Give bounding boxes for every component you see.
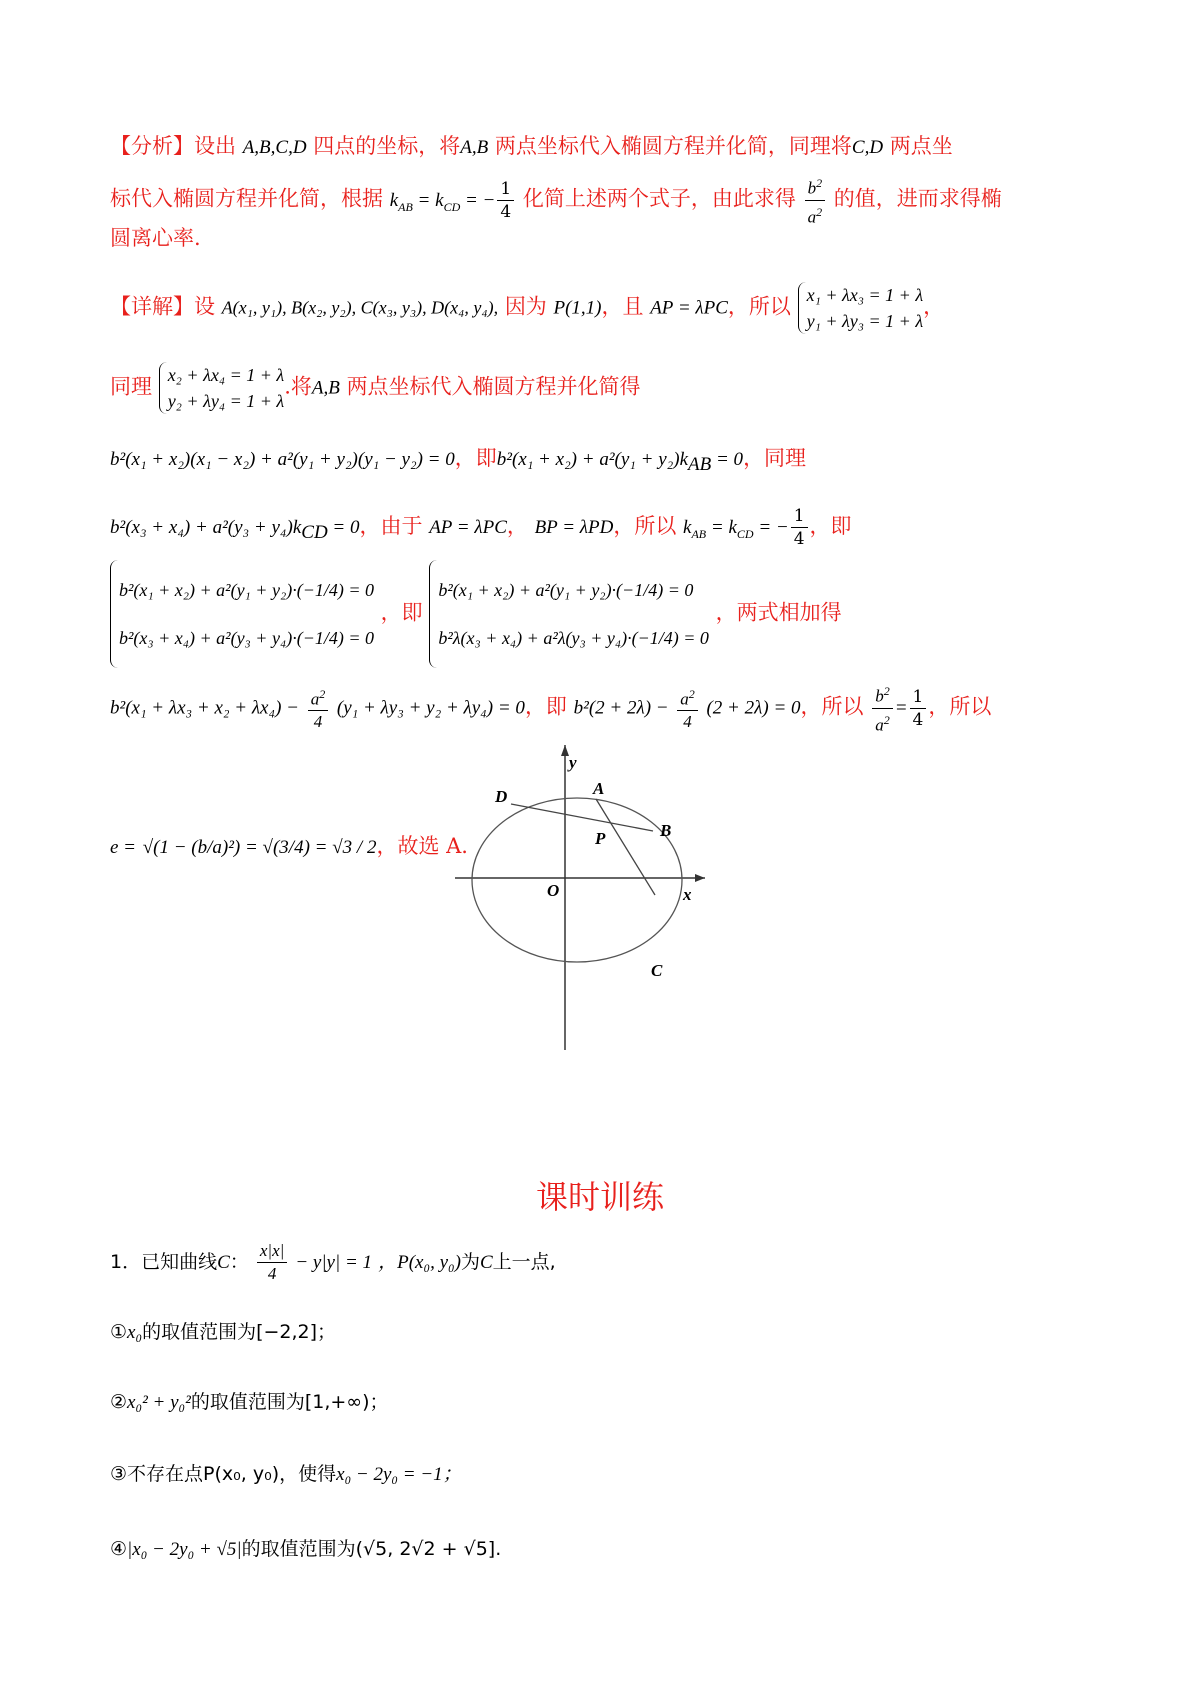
option-text: 的取值范围为[−2,2]；: [142, 1321, 337, 1343]
analysis-line-1: [110, 130, 1120, 164]
math-points: A,B,C,D: [242, 137, 307, 158]
option-math: |x₀ − 2y₀ + √5|: [127, 1539, 242, 1560]
detail-line-6: b²(x₁ + λx₃ + x₂ + λx₄) − $\frac{a^2}{4}$ (y₁ + λy₃ + y₂ + λy₄) = 0，即 b²(2 + 2λ) − $\frac{a^2}{4}$ (2 + 2λ) = 0，所以 $\frac{b^2}{a^2}$ = $\frac{1}{4}$ ，所以: [110, 680, 1120, 736]
option-math: x₀: [127, 1322, 143, 1343]
detail-text: ，同理: [743, 446, 807, 470]
analysis-line-3: 圆离心率.: [110, 226, 201, 250]
fraction-b2-a2: $\frac{b^2}{a^2}$: [805, 172, 826, 228]
equation-3: b²(x₃ + x₄) + a²(y₃ + y₄)k: [110, 517, 302, 538]
detail-line-3: b²(x₁ + x₂)(x₁ − x₂) + a²(y₁ + y₂)(y₁ − y₂) = 0，即$b^2(x_1 + x_2) + a^2(y_1 + y_2)k_{AB} = 0$，同理: [110, 446, 807, 476]
math-equation: − y|y| = 1: [295, 1252, 373, 1273]
option-text: 不存在点P(x₀, y₀)，使得: [127, 1463, 337, 1485]
ellipse: [472, 798, 682, 962]
eccentricity-label: e =: [110, 837, 137, 858]
detail-tag: 【详解】: [110, 294, 194, 319]
system-1-row: x₁ + λx₃ = 1 + λ: [806, 285, 924, 305]
detail-line-4: $b^2(x_3 + x_4) + a^2(y_3 + y_4)k_{CD} = 0$，由于 AP = λPC， BP = λPD，所以 $k_{AB} = k_{CD}$ = − $\frac{1}{4}$ ，即: [110, 506, 852, 549]
analysis-tag: 【分析】: [110, 134, 194, 158]
detail-text: ，由于: [359, 514, 423, 538]
system-b-row: b²(x₁ + x₂) + a²(y₁ + y₂)·(−1/4) = 0: [438, 580, 694, 600]
detail-line-1: 【详解】设 A(x₁, y₁), B(x₂, y₂), C(x₃, y₃), D(x₄, y₄), 因为 P(1,1)，且 AP = λPC，所以 x₁ + λx₃ = 1 + λ y₁ + λy₃ = 1 + λ ，: [110, 282, 1120, 334]
equation-5: b²(2 + 2λ) −: [573, 697, 669, 719]
y-arrow-icon: [561, 745, 569, 756]
detail-text: .将: [284, 374, 312, 399]
math-cd: C,D: [851, 137, 884, 158]
system-a-row: b²(x₃ + x₄) + a²(y₃ + y₄)·(−1/4) = 0: [119, 628, 374, 648]
system-1: [798, 282, 924, 334]
fraction-one-quarter: $\frac{1}{4}$: [497, 178, 514, 223]
x-arrow-icon: [695, 874, 705, 882]
option-math: x₀ − 2y₀ = −1；: [336, 1464, 462, 1485]
equation-4: b²(x₁ + λx₃ + x₂ + λx₄) −: [110, 697, 299, 719]
label-o: O: [547, 881, 560, 900]
option-text: 的取值范围为[1,+∞)；: [190, 1391, 389, 1413]
math-c: C: [217, 1252, 230, 1273]
detail-line-5: [110, 560, 1120, 670]
option-mark: ③: [110, 1463, 128, 1485]
label-b: B: [660, 821, 672, 840]
system-b-row: b²λ(x₃ + x₄) + a²λ(y₃ + y₄)·(−1/4) = 0: [438, 628, 709, 648]
analysis-text: 设出: [194, 134, 236, 158]
slope-equation: $k_{AB} = k_{CD}$ = −: [389, 189, 496, 214]
question-text: 上一点,: [492, 1251, 556, 1273]
label-c: C: [651, 961, 663, 980]
detail-text: 同理: [110, 374, 152, 399]
detail-conclusion: ，故选 A.: [376, 834, 468, 858]
system-a-row: b²(x₁ + x₂) + a²(y₁ + y₂)·(−1/4) = 0: [119, 580, 374, 600]
math-ab: A,B: [311, 377, 340, 399]
fraction-a2-4: $\frac{a^2}{4}$: [308, 683, 329, 734]
system-2-row: x₂ + λx₄ = 1 + λ: [167, 365, 285, 385]
label-x: x: [683, 885, 692, 904]
option-math: x₀² + y₀²: [127, 1392, 191, 1413]
analysis-text: 两点坐标代入椭圆方程并化简，同理将: [494, 134, 852, 158]
section-title: 课时训练: [535, 1178, 664, 1216]
detail-line-2: [110, 362, 1120, 414]
analysis-text: 四点的坐标，将: [313, 134, 461, 158]
math-coords: A(x₁, y₁), B(x₂, y₂), C(x₃, y₃), D(x₄, y₄),: [221, 297, 499, 318]
fraction-b2-a2: $\frac{b^2}{a^2}$: [872, 680, 893, 736]
equation-4b: (y₁ + λy₃ + y₂ + λy₄) = 0: [336, 697, 525, 719]
system-2: [159, 362, 285, 414]
system-2-row: y₂ + λy₄ = 1 + λ: [167, 391, 285, 411]
detail-text: 两点坐标代入椭圆方程并化简得: [346, 374, 641, 399]
detail-text: ，所以: [613, 514, 677, 538]
math-point: ，P(x₀, y₀): [378, 1252, 461, 1273]
slope-eq-2: $k_{AB} = k_{CD}$ = −: [683, 517, 789, 541]
label-y: y: [569, 753, 577, 772]
detail-text: ，即: [380, 600, 423, 625]
equation-2-end: = 0: [711, 449, 744, 470]
fraction-x-abs-x-4: $\frac{x|x|}{4}$: [257, 1240, 287, 1285]
detail-text: ，即: [524, 694, 567, 719]
question-text: 为: [460, 1251, 480, 1273]
vector-eq-1: AP = λPC: [429, 517, 507, 538]
option-1: [110, 1318, 336, 1347]
detail-text: ，且: [601, 294, 644, 319]
vector-eq-2: BP = λPD: [534, 517, 614, 538]
detail-text: 因为: [504, 294, 547, 319]
detail-text: ，所以: [727, 294, 791, 319]
option-mark: ①: [110, 1321, 128, 1343]
detail-text: ，即: [454, 446, 497, 470]
equation-2: b²(x₁ + x₂) + a²(y₁ + y₂)k: [496, 449, 689, 470]
question-1-stem: [110, 1240, 556, 1285]
math-c: C: [479, 1252, 493, 1273]
fraction-one-quarter: $\frac{1}{4}$: [791, 505, 808, 550]
detail-text: ，所以: [800, 694, 864, 719]
label-a: A: [593, 779, 605, 798]
math-vector-eq: AP = λPC: [650, 297, 728, 319]
detail-text: ，所以: [928, 694, 992, 719]
option-2: [110, 1388, 389, 1417]
fraction-one-quarter: $\frac{1}{4}$: [910, 686, 927, 731]
math-ab: A,B: [460, 137, 489, 158]
option-4: [110, 1535, 501, 1564]
system-b: [429, 560, 709, 668]
option-mark: ④: [110, 1538, 128, 1560]
analysis-text: 标代入椭圆方程并化简，根据: [110, 186, 383, 211]
system-a: [110, 560, 374, 668]
system-1-row: y₁ + λy₃ = 1 + λ: [806, 311, 924, 331]
equation-1: b²(x₁ + x₂)(x₁ − x₂) + a²(y₁ + y₂)(y₁ − y₂) = 0: [110, 449, 455, 470]
analysis-text: 的值，进而求得椭: [833, 186, 1002, 211]
option-mark: ②: [110, 1391, 128, 1413]
detail-text: 设: [194, 294, 215, 319]
question-text: ：: [229, 1251, 249, 1273]
eccentricity-formula: √(1 − (b/a)²) = √(3/4) = √3 / 2: [142, 837, 377, 858]
analysis-text: 化简上述两个式子，由此求得: [522, 186, 796, 211]
fraction-a2-4: $\frac{a^2}{4}$: [677, 683, 698, 734]
equation-5b: (2 + 2λ) = 0: [706, 697, 801, 719]
detail-text: ，两式相加得: [715, 600, 842, 625]
analysis-text: 两点坐: [889, 134, 953, 158]
label-p: P: [595, 829, 606, 848]
option-3: [110, 1460, 462, 1489]
equation-3-end: = 0: [327, 517, 360, 538]
label-d: D: [495, 787, 508, 806]
option-text: 的取值范围为(√5, 2√2 + √5].: [241, 1538, 502, 1560]
math-point-p: P(1,1): [553, 297, 602, 319]
detail-text: ，即: [809, 514, 852, 538]
analysis-line-2: [110, 172, 1120, 228]
ellipse-figure: [455, 740, 720, 1050]
question-number: 1．已知曲线: [110, 1251, 218, 1273]
chord-db: [511, 804, 653, 831]
